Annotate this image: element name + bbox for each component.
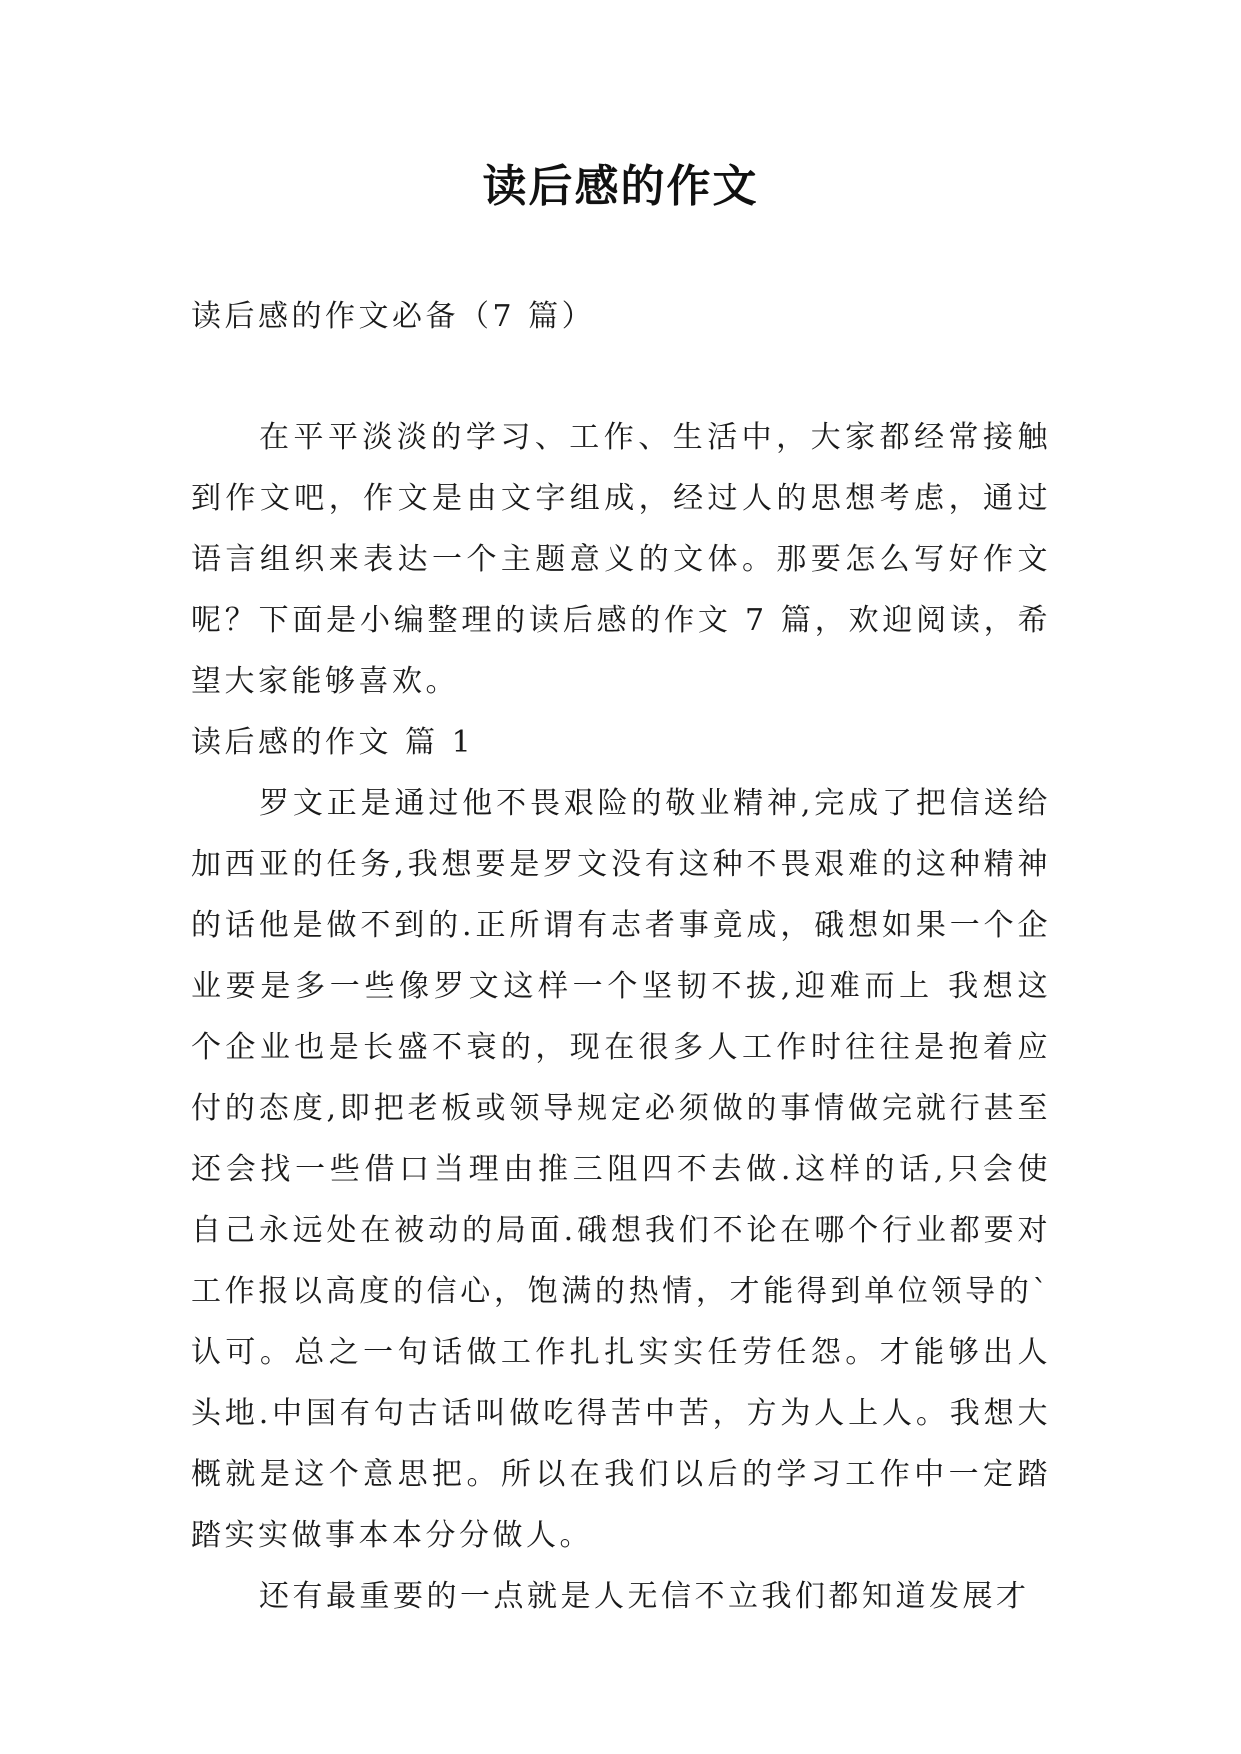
document-subtitle: 读后感的作文必备（7 篇） — [191, 299, 596, 334]
body-paragraph-continued: 还有最重要的一点就是人无信不立我们都知道发展才 — [259, 1579, 1030, 1614]
page-title: 读后感的作文 — [482, 161, 759, 212]
document-body — [191, 286, 1051, 1627]
section-heading: 读后感的作文 篇 1 — [191, 725, 475, 760]
intro-paragraph: 在平平淡淡的学习、工作、生活中，大家都经常接触到作文吧，作文是由文字组成，经过人的思想考虑，通过语言组织来表达一个主题意义的文体。那要怎么写好作文呢？下面是小编整理的读后感的作文 7 篇，欢迎阅读，希望大家能够喜欢。 — [191, 420, 1051, 699]
body-paragraph: 罗文正是通过他不畏艰险的敬业精神,完成了把信送给加西亚的任务,我想要是罗文没有这种不畏艰难的这种精神的话他是做不到的.正所谓有志者事竟成，硪想如果一个企业要是多一些像罗文这样一个坚韧不拔,迎难而上 我想这个企业也是长盛不衰的，现在很多人工作时往往是抱着应付的态度,即把老板或领导规定必须做的事情做完就行甚至还会找一些借口当理由推三阻四不去做.这样的话,只会使自己永远处在被动的局面.硪想我们不论在哪个行业都要对工作报以高度的信心，饱满的热情，才能得到单位领导的`认可。总之一句话做工作扎扎实实任劳任怨。才能够出人头地.中国有句古话叫做吃得苦中苦，方为人上人。我想大概就是这个意思把。所以在我们以后的学习工作中一定踏踏实实做事本本分分做人。 — [191, 786, 1051, 1553]
